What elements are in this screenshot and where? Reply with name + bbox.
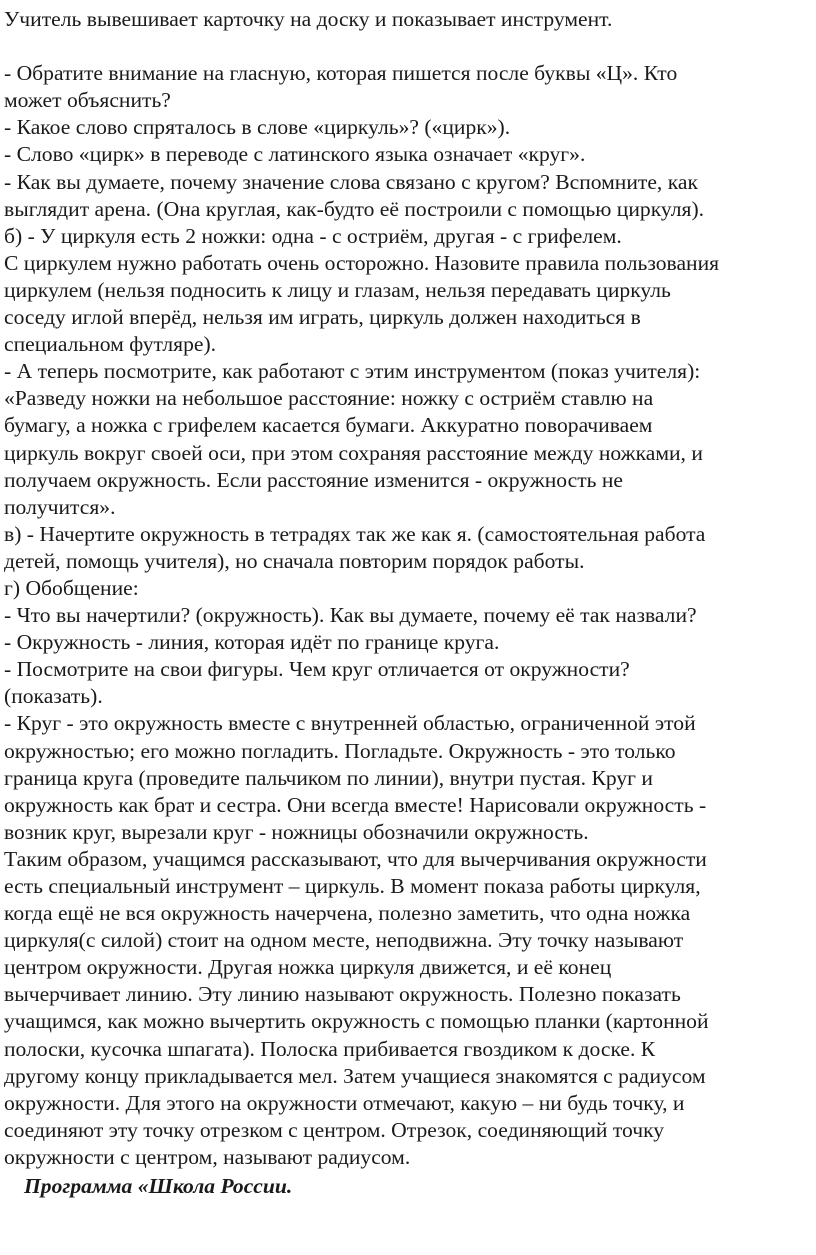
- text-line: окружности. Для этого на окружности отмечают, какую – ни будь точку, и: [4, 1090, 685, 1115]
- blank-line: [4, 33, 814, 60]
- text-line: вычерчивает линию. Эту линию называют окружность. Полезно показать: [4, 982, 681, 1007]
- text-line: выглядит арена. (Она круглая, как-будто её построили с помощью циркуля).: [4, 196, 705, 221]
- text-line: специальном футляре).: [4, 332, 217, 357]
- text-line: в) - Начертите окружность в тетрадях так же как я. (самостоятельная работа: [4, 521, 706, 546]
- text-line: Таким образом, учащимся рассказывают, что для вычерчивания окружности: [4, 846, 707, 871]
- text-line: возник круг, вырезали круг - ножницы обозначили окружность.: [4, 819, 589, 844]
- text-line: получаем окружность. Если расстояние изменится - окружность не: [4, 467, 624, 492]
- text-line: циркулем (нельзя подносить к лицу и глазам, нельзя передавать циркуль: [4, 277, 671, 302]
- text-line: б) - У циркуля есть 2 ножки: одна - с остриём, другая - с грифелем.: [4, 223, 622, 248]
- text-line: г) Обобщение:: [4, 575, 139, 600]
- text-line: - Обратите внимание на гласную, которая пишется после буквы «Ц». Кто: [4, 61, 678, 86]
- text-line: - Слово «цирк» в переводе с латинского языка означает «круг».: [4, 142, 586, 167]
- text-line: полоски, кусочка шпагата). Полоска прибивается гвоздиком к доске. К: [4, 1036, 656, 1061]
- text-line: окружностью; его можно погладить. Погладьте. Окружность - это только: [4, 738, 676, 763]
- program-footer: Программа «Школа России.: [24, 1174, 293, 1199]
- text-line: - Что вы начертили? (окружность). Как вы думаете, почему её так назвали?: [4, 603, 697, 628]
- text-line: получится».: [4, 494, 116, 519]
- text-line: «Разведу ножки на небольшое расстояние: ножку с остриём ставлю на: [4, 386, 654, 411]
- text-line: соседу иглой вперёд, нельзя им играть, циркуль должен находиться в: [4, 305, 641, 330]
- text-line: окружности с центром, называют радиусом.: [4, 1144, 411, 1169]
- text-line: учащимся, как можно вычертить окружность с помощью планки (картонной: [4, 1009, 709, 1034]
- text-line: соединяют эту точку отрезком с центром. Отрезок, соединяющий точку: [4, 1117, 665, 1142]
- text-line: С циркулем нужно работать очень осторожно. Назовите правила пользования: [4, 250, 720, 275]
- text-line: может объяснить?: [4, 88, 171, 113]
- text-line: граница круга (проведите пальчиком по линии), внутри пустая. Круг и: [4, 765, 653, 790]
- text-line: когда ещё не вся окружность начерчена, полезно заметить, что одна ножка: [4, 901, 691, 926]
- text-line: (показать).: [4, 684, 103, 709]
- text-line: - Круг - это окружность вместе с внутренней областью, ограниченной этой: [4, 711, 696, 736]
- text-line: окружность как брат и сестра. Они всегда вместе! Нарисовали окружность -: [4, 792, 707, 817]
- text-line: - А теперь посмотрите, как работают с этим инструментом (показ учителя):: [4, 359, 701, 384]
- text-line: бумагу, а ножка с грифелем касается бумаги. Аккуратно поворачиваем: [4, 413, 653, 438]
- text-line: детей, помощь учителя), но сначала повторим порядок работы.: [4, 548, 585, 573]
- text-line: циркуль вокруг своей оси, при этом сохраняя расстояние между ножками, и: [4, 440, 703, 465]
- text-line: - Как вы думаете, почему значение слова связано с кругом? Вспомните, как: [4, 169, 698, 194]
- text-line: - Посмотрите на свои фигуры. Чем круг отличается от окружности?: [4, 657, 630, 682]
- document-body: [4, 6, 814, 1171]
- text-line: - Окружность - линия, которая идёт по границе круга.: [4, 630, 500, 655]
- text-line: Учитель вывешивает карточку на доску и показывает инструмент.: [4, 7, 613, 31]
- text-line: другому концу прикладывается мел. Затем учащиеся знакомятся с радиусом: [4, 1063, 706, 1088]
- text-line: есть специальный инструмент – циркуль. В момент показа работы циркуля,: [4, 874, 701, 898]
- text-line: центром окружности. Другая ножка циркуля движется, и её конец: [4, 955, 612, 980]
- text-line: циркуля(с силой) стоит на одном месте, неподвижна. Эту точку называют: [4, 928, 684, 953]
- text-line: - Какое слово спряталось в слове «циркуль»? («цирк»).: [4, 115, 511, 140]
